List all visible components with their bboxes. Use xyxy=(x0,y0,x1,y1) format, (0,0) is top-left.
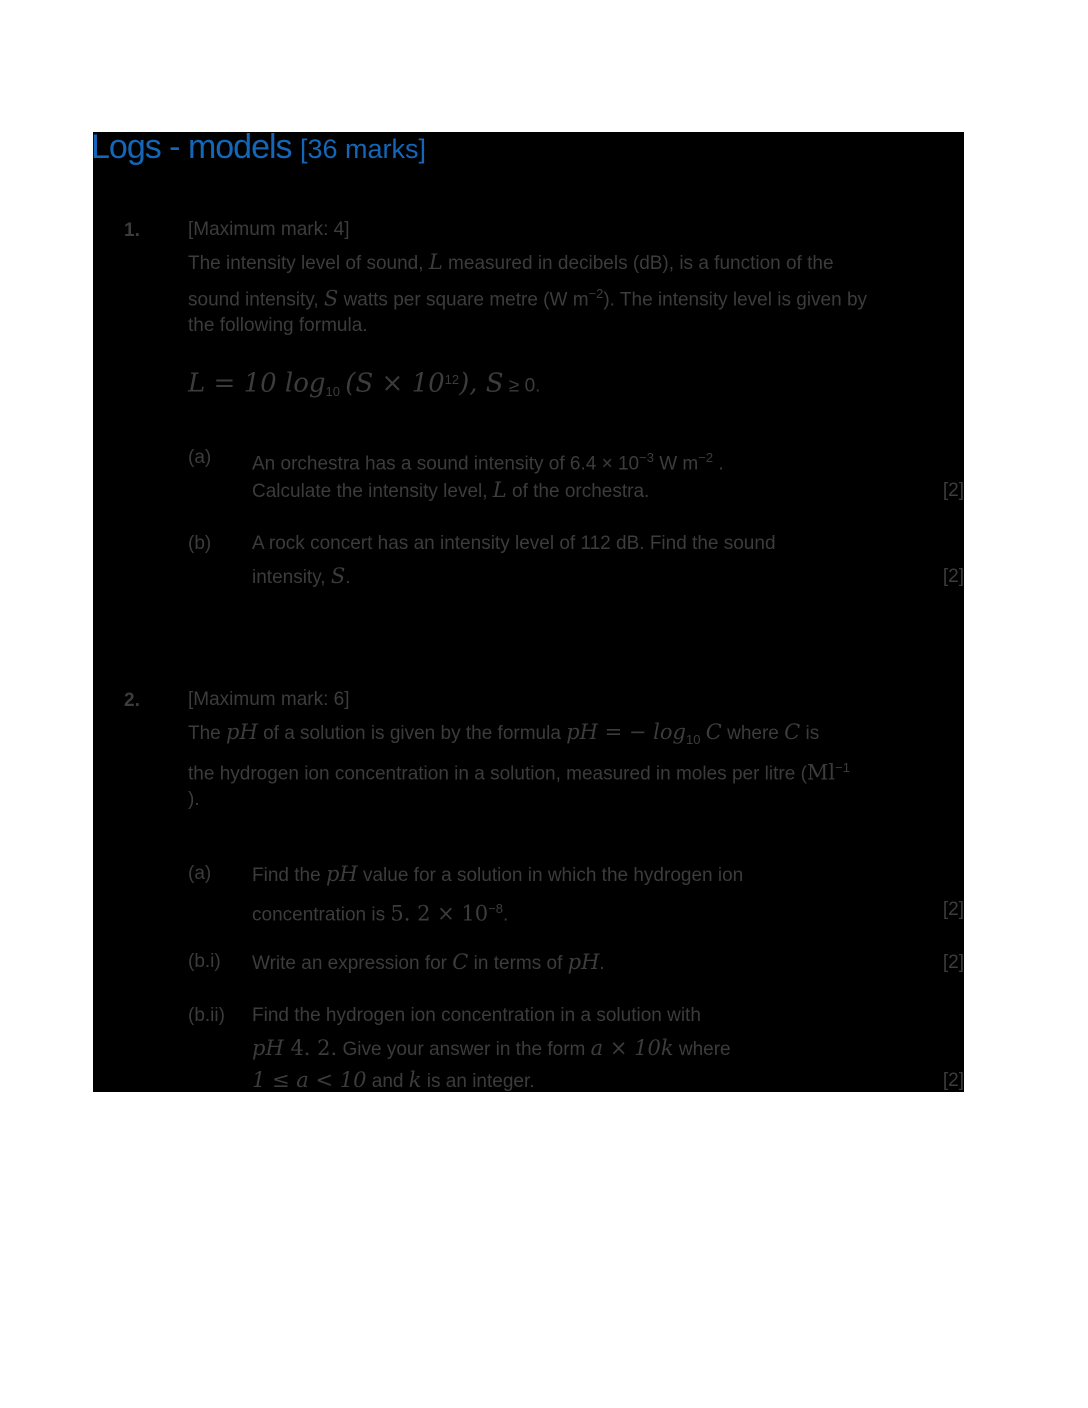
question-2-max-mark: [Maximum mark: 6] xyxy=(188,689,350,710)
question-1b-line-2: intensity, S. xyxy=(252,564,351,588)
question-2-line-2: the hydrogen ion concentration in a solution, measured in moles per litre ($Ml^{-1}$ xyxy=(188,760,850,785)
question-2-line-3: ). xyxy=(188,789,200,810)
question-2bi-text: Write an expression for C in terms of pH. xyxy=(252,950,605,974)
title-main: Logs - models xyxy=(91,128,292,166)
question-2a-line-2: concentration is 5. $2 \times 10^{-8}$. xyxy=(252,901,509,926)
question-1a-line-2: Calculate the intensity level, L of the orchestra. xyxy=(252,478,650,502)
question-1a-line-1: An orchestra has a sound intensity of $6.4 \times 10^{-3}$ W $m^{-2}$ . xyxy=(252,450,724,475)
question-2bi-marks: [2] xyxy=(942,952,964,973)
question-1-line-1: The intensity level of sound, L measured in decibels (dB), is a function of the xyxy=(188,250,834,274)
question-2a-marks: [2] xyxy=(942,899,964,920)
question-2bii-line-2: pH 4. 2. Give your answer in the form a × 10k where xyxy=(252,1036,731,1060)
question-2a-label: (a) xyxy=(188,863,212,884)
question-1-number: 1. xyxy=(124,220,140,241)
question-2bii-marks: [2] xyxy=(942,1070,964,1091)
question-2bi-label: (b.i) xyxy=(188,951,221,972)
question-2bii-label: (b.ii) xyxy=(188,1005,225,1026)
title-marks: [36 marks] xyxy=(300,134,427,164)
question-2bii-line-1: Find the hydrogen ion concentration in a solution with xyxy=(252,1005,701,1026)
question-1-max-mark: [Maximum mark: 4] xyxy=(188,219,350,240)
question-1-line-2: sound intensity, S watts per square metre (W $m^{-2}$). The intensity level is given by xyxy=(188,286,868,311)
page-title xyxy=(91,128,426,167)
question-1-formula: L = 10 $\log_{10} (S \times 10^{12})$, S ≥ 0. xyxy=(188,368,541,400)
question-1a-label: (a) xyxy=(188,447,212,468)
question-1-line-3: the following formula. xyxy=(188,315,368,336)
question-1a-marks: [2] xyxy=(942,480,964,501)
question-2-line-1: The pH of a solution is given by the formula pH = − $\log_{10} C$ where C is xyxy=(188,720,820,747)
question-1b-marks: [2] xyxy=(942,566,964,587)
question-1b-label: (b) xyxy=(188,533,212,554)
question-2bii-line-3: 1 ≤ a < 10 and k is an integer. xyxy=(252,1068,535,1092)
question-2a-line-1: Find the pH value for a solution in which the hydrogen ion xyxy=(252,862,744,886)
question-2-number: 2. xyxy=(124,690,140,711)
question-1b-line-1: A rock concert has an intensity level of 112 dB. Find the sound xyxy=(252,533,776,554)
